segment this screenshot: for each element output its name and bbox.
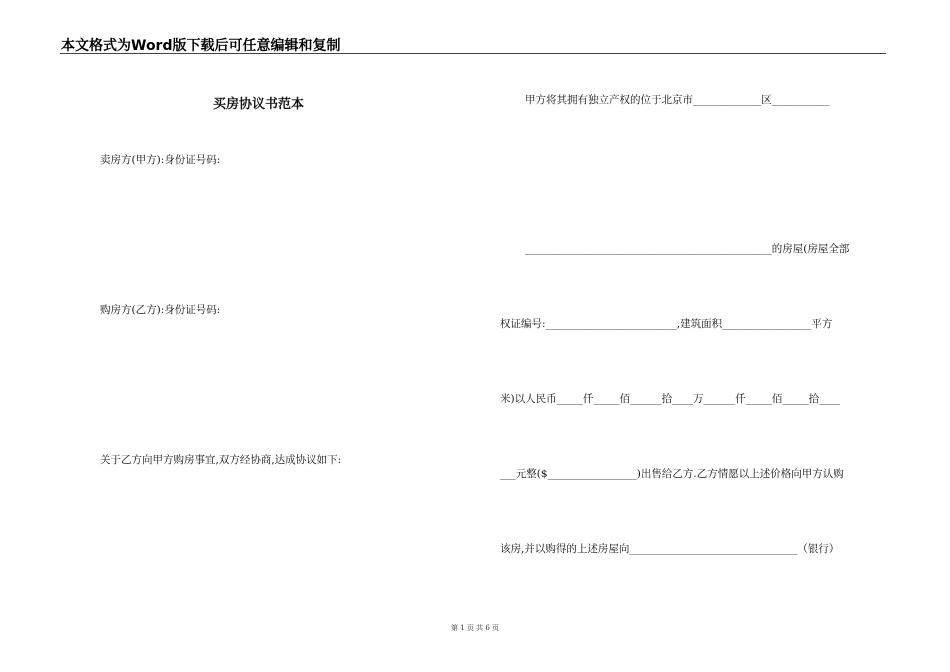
- page-title: 买房协议书范本: [213, 97, 305, 112]
- paragraph-line-5: ___元整($_________________)出售给乙方.乙方情愿以上述价格向甲方认购: [500, 468, 844, 480]
- paragraph-line-3: 权证编号:_________________________,建筑面积_________________平方: [500, 318, 833, 330]
- header-divider: [60, 53, 886, 54]
- seller-line: 卖房方(甲方):身份证号码:: [100, 154, 221, 166]
- paragraph-line-1: 甲方将其拥有独立产权的位于北京市_____________区___________: [525, 94, 830, 106]
- paragraph-line-4: 米)以人民币_____仟_____佰______拾____万______仟_____佰_____拾____: [500, 393, 841, 405]
- paragraph-line-6: 该房,并以购得的上述房屋向________________________________（银行）: [500, 543, 840, 555]
- page-number: 第 1 页 共 6 页: [450, 624, 500, 632]
- buyer-line: 购房方(乙方):身份证号码:: [100, 304, 221, 316]
- agreement-line: 关于乙方向甲方购房事宜,双方经协商,达成协议如下:: [100, 454, 342, 466]
- paragraph-line-2: _______________________________________________的房屋(房屋全部: [525, 243, 850, 255]
- header-note: 本文格式为Word版下载后可任意编辑和复制: [61, 38, 341, 54]
